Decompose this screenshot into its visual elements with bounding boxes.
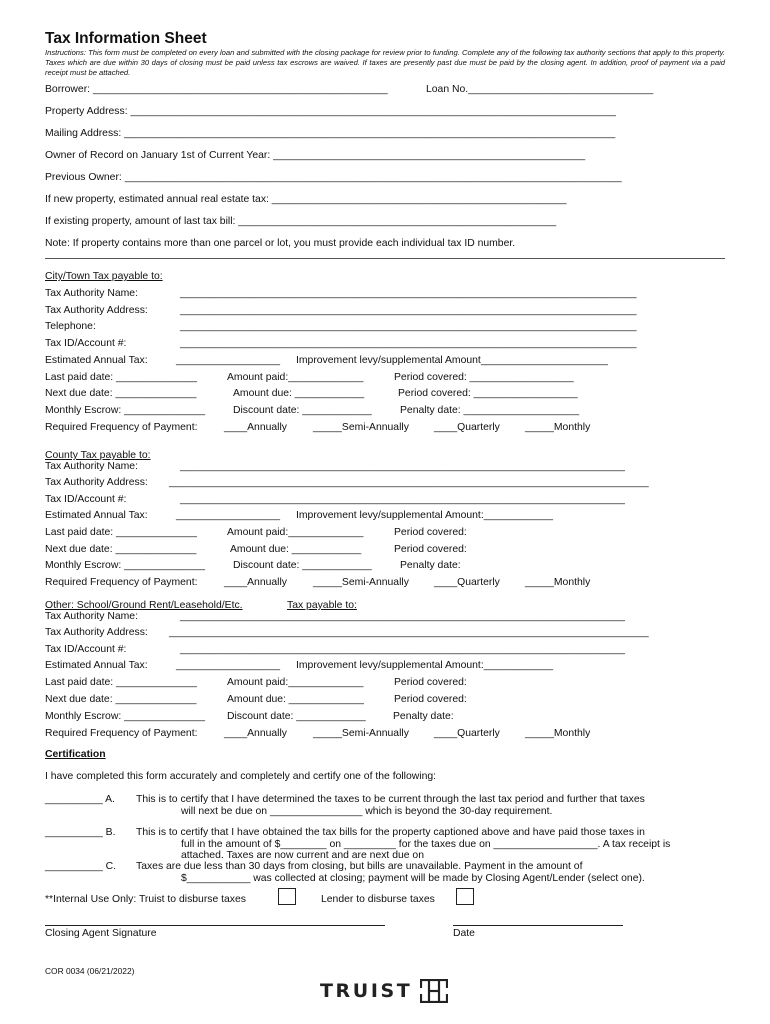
city-monthly-option[interactable]: _____Monthly — [525, 422, 591, 433]
other-period-covered-2[interactable]: Period covered: — [394, 694, 467, 705]
property-address-field[interactable]: Property Address: ____________________________________________________________________________________ — [45, 106, 616, 117]
county-period-covered-1[interactable]: Period covered: — [394, 527, 467, 538]
other-next-due-field[interactable]: Next due date: ______________ — [45, 694, 197, 705]
cert-c-line2: $___________ was collected at closing; payment will be made by Closing Agent/Lender (select one). — [181, 873, 645, 884]
cert-c-blank[interactable]: __________ C. — [45, 861, 117, 872]
city-next-due-field[interactable]: Next due date: ______________ — [45, 388, 197, 399]
city-est-annual-field[interactable]: __________________ — [176, 355, 281, 366]
instructions: Instructions: This form must be completed on every loan and submitted with the closing package for review prior to funding. Complete any of the following tax authority sections that apply to this property. Taxes which are due within 30 days of closing must be paid unless tax escrows are waived. If taxes are presently past due must be paid by the closing agent. In addition, proof of payment via a paid receipt must be attached. — [45, 48, 725, 77]
date-line[interactable] — [453, 925, 623, 926]
city-est-annual-label: Estimated Annual Tax: — [45, 355, 148, 366]
certification-heading: Certification — [45, 749, 106, 760]
other-tax-id-label: Tax ID/Account #: — [45, 644, 127, 655]
other-authority-address-label: Tax Authority Address: — [45, 627, 148, 638]
other-improvement-field[interactable]: Improvement levy/supplemental Amount:____________ — [296, 660, 554, 671]
other-monthly-option[interactable]: _____Monthly — [525, 728, 591, 739]
other-section-heading-suffix: Tax payable to: — [287, 600, 357, 611]
county-discount-date-field[interactable]: Discount date: ____________ — [233, 560, 372, 571]
county-authority-name-field[interactable]: _____________________________________________________________________________ — [180, 461, 625, 472]
lender-disburse-label: Lender to disburse taxes — [321, 894, 435, 905]
city-telephone-label: Telephone: — [45, 321, 96, 332]
internal-use-label: **Internal Use Only: Truist to disburse taxes — [45, 894, 246, 905]
county-authority-name-label: Tax Authority Name: — [45, 461, 138, 472]
new-property-tax-field[interactable]: If new property, estimated annual real estate tax: ___________________________________________________ — [45, 194, 567, 205]
other-est-annual-field[interactable]: __________________ — [176, 660, 281, 671]
city-last-paid-field[interactable]: Last paid date: ______________ — [45, 372, 197, 383]
county-penalty-date-field[interactable]: Penalty date: — [400, 560, 461, 571]
other-quarterly-option[interactable]: ____Quarterly — [434, 728, 500, 739]
borrower-field[interactable]: Borrower: ___________________________________________________ — [45, 84, 388, 95]
closing-agent-signature-label: Closing Agent Signature — [45, 928, 157, 939]
logo-text: TRUIST — [320, 980, 413, 1002]
other-section-heading: Other: School/Ground Rent/Leasehold/Etc. — [45, 600, 243, 611]
owner-of-record-field[interactable]: Owner of Record on January 1st of Current Year: ______________________________________________________ — [45, 150, 586, 161]
truist-mark-icon — [420, 979, 448, 1003]
county-monthly-option[interactable]: _____Monthly — [525, 577, 591, 588]
city-tax-id-field[interactable]: _______________________________________________________________________________ — [180, 338, 637, 349]
county-authority-address-label: Tax Authority Address: — [45, 477, 148, 488]
city-authority-name-label: Tax Authority Name: — [45, 288, 138, 299]
cert-a-blank[interactable]: __________ A. — [45, 794, 115, 805]
city-telephone-field[interactable]: _______________________________________________________________________________ — [180, 321, 637, 332]
city-authority-address-field[interactable]: _______________________________________________________________________________ — [180, 305, 637, 316]
cert-a-line2: will next be due on ________________ which is beyond the 30-day requirement. — [181, 806, 553, 817]
cert-b-line2: full in the amount of $________ on _________ for the taxes due on __________________. A tax receipt is — [181, 839, 671, 850]
closing-agent-signature-line[interactable] — [45, 925, 385, 926]
other-est-annual-label: Estimated Annual Tax: — [45, 660, 148, 671]
cert-a-line1: This is to certify that I have determined the taxes to be current through the last tax period and further that taxes — [136, 794, 645, 805]
note-divider — [45, 258, 725, 259]
city-annually-option[interactable]: ____Annually — [224, 422, 287, 433]
county-authority-address-field[interactable]: ___________________________________________________________________________________ — [169, 477, 649, 488]
county-est-annual-label: Estimated Annual Tax: — [45, 510, 148, 521]
city-improvement-field[interactable]: Improvement levy/supplemental Amount______________________ — [296, 355, 608, 366]
mailing-address-field[interactable]: Mailing Address: _____________________________________________________________________________________ — [45, 128, 616, 139]
county-period-covered-2[interactable]: Period covered: — [394, 544, 467, 555]
city-authority-address-label: Tax Authority Address: — [45, 305, 148, 316]
county-section-heading: County Tax payable to: — [45, 450, 151, 461]
county-frequency-label: Required Frequency of Payment: — [45, 577, 198, 588]
city-amount-paid-field[interactable]: Amount paid:_____________ — [227, 372, 364, 383]
other-authority-name-label: Tax Authority Name: — [45, 611, 138, 622]
other-annually-option[interactable]: ____Annually — [224, 728, 287, 739]
other-frequency-label: Required Frequency of Payment: — [45, 728, 198, 739]
cert-c-line1: Taxes are due less than 30 days from closing, but bills are unavailable. Payment in the amount of — [136, 861, 583, 872]
county-est-annual-field[interactable]: __________________ — [176, 510, 281, 521]
existing-tax-bill-field[interactable]: If existing property, amount of last tax bill: _______________________________________________________ — [45, 216, 557, 227]
loan-no-field[interactable]: Loan No.________________________________ — [426, 84, 654, 95]
truist-logo — [320, 976, 448, 1006]
county-monthly-escrow-field[interactable]: Monthly Escrow: ______________ — [45, 560, 206, 571]
county-semi-annually-option[interactable]: _____Semi-Annually — [313, 577, 409, 588]
cert-b-line3: attached. Taxes are now current and are next due on — [181, 850, 424, 861]
city-quarterly-option[interactable]: ____Quarterly — [434, 422, 500, 433]
lender-disburse-checkbox[interactable] — [456, 888, 474, 905]
city-period-covered-1[interactable]: Period covered: __________________ — [394, 372, 574, 383]
other-semi-annually-option[interactable]: _____Semi-Annually — [313, 728, 409, 739]
parcel-note: Note: If property contains more than one parcel or lot, you must provide each individual tax ID number. — [45, 238, 516, 249]
city-monthly-escrow-field[interactable]: Monthly Escrow: ______________ — [45, 405, 206, 416]
county-amount-due-field[interactable]: Amount due: ____________ — [230, 544, 362, 555]
city-authority-name-field[interactable]: _______________________________________________________________________________ — [180, 288, 637, 299]
county-tax-id-label: Tax ID/Account #: — [45, 494, 127, 505]
other-authority-name-field[interactable]: _____________________________________________________________________________ — [180, 611, 625, 622]
cert-b-line1: This is to certify that I have obtained the tax bills for the property captioned above and have paid those taxes in — [136, 827, 645, 838]
city-discount-date-field[interactable]: Discount date: ____________ — [233, 405, 372, 416]
date-label: Date — [453, 928, 475, 939]
county-tax-id-field[interactable]: _____________________________________________________________________________ — [180, 494, 625, 505]
cert-b-blank[interactable]: __________ B. — [45, 827, 116, 838]
page-title: Tax Information Sheet — [45, 30, 207, 47]
other-authority-address-field[interactable]: ___________________________________________________________________________________ — [169, 627, 649, 638]
city-period-covered-2[interactable]: Period covered: __________________ — [398, 388, 578, 399]
truist-disburse-checkbox[interactable] — [278, 888, 296, 905]
city-section-heading: City/Town Tax payable to: — [45, 271, 163, 282]
county-last-paid-field[interactable]: Last paid date: ______________ — [45, 527, 197, 538]
county-improvement-field[interactable]: Improvement levy/supplemental Amount:____________ — [296, 510, 554, 521]
form-code: COR 0034 (06/21/2022) — [45, 966, 135, 976]
other-last-paid-field[interactable]: Last paid date: ______________ — [45, 677, 197, 688]
county-annually-option[interactable]: ____Annually — [224, 577, 287, 588]
city-tax-id-label: Tax ID/Account #: — [45, 338, 127, 349]
county-amount-paid-field[interactable]: Amount paid:_____________ — [227, 527, 364, 538]
other-period-covered-1[interactable]: Period covered: — [394, 677, 467, 688]
city-penalty-date-field[interactable]: Penalty date: ____________________ — [400, 405, 580, 416]
other-monthly-escrow-field[interactable]: Monthly Escrow: ______________ — [45, 711, 206, 722]
other-penalty-date-field[interactable]: Penalty date: — [393, 711, 454, 722]
other-amount-due-field[interactable]: Amount due: _____________ — [227, 694, 364, 705]
other-tax-id-field[interactable]: _____________________________________________________________________________ — [180, 644, 625, 655]
county-quarterly-option[interactable]: ____Quarterly — [434, 577, 500, 588]
county-next-due-field[interactable]: Next due date: ______________ — [45, 544, 197, 555]
city-semi-annually-option[interactable]: _____Semi-Annually — [313, 422, 409, 433]
city-amount-due-field[interactable]: Amount due: ____________ — [233, 388, 365, 399]
city-frequency-label: Required Frequency of Payment: — [45, 422, 198, 433]
previous-owner-field[interactable]: Previous Owner: ______________________________________________________________________________________ — [45, 172, 622, 183]
other-discount-date-field[interactable]: Discount date: ____________ — [227, 711, 366, 722]
other-amount-paid-field[interactable]: Amount paid:_____________ — [227, 677, 364, 688]
certification-intro: I have completed this form accurately and completely and certify one of the following: — [45, 771, 437, 782]
